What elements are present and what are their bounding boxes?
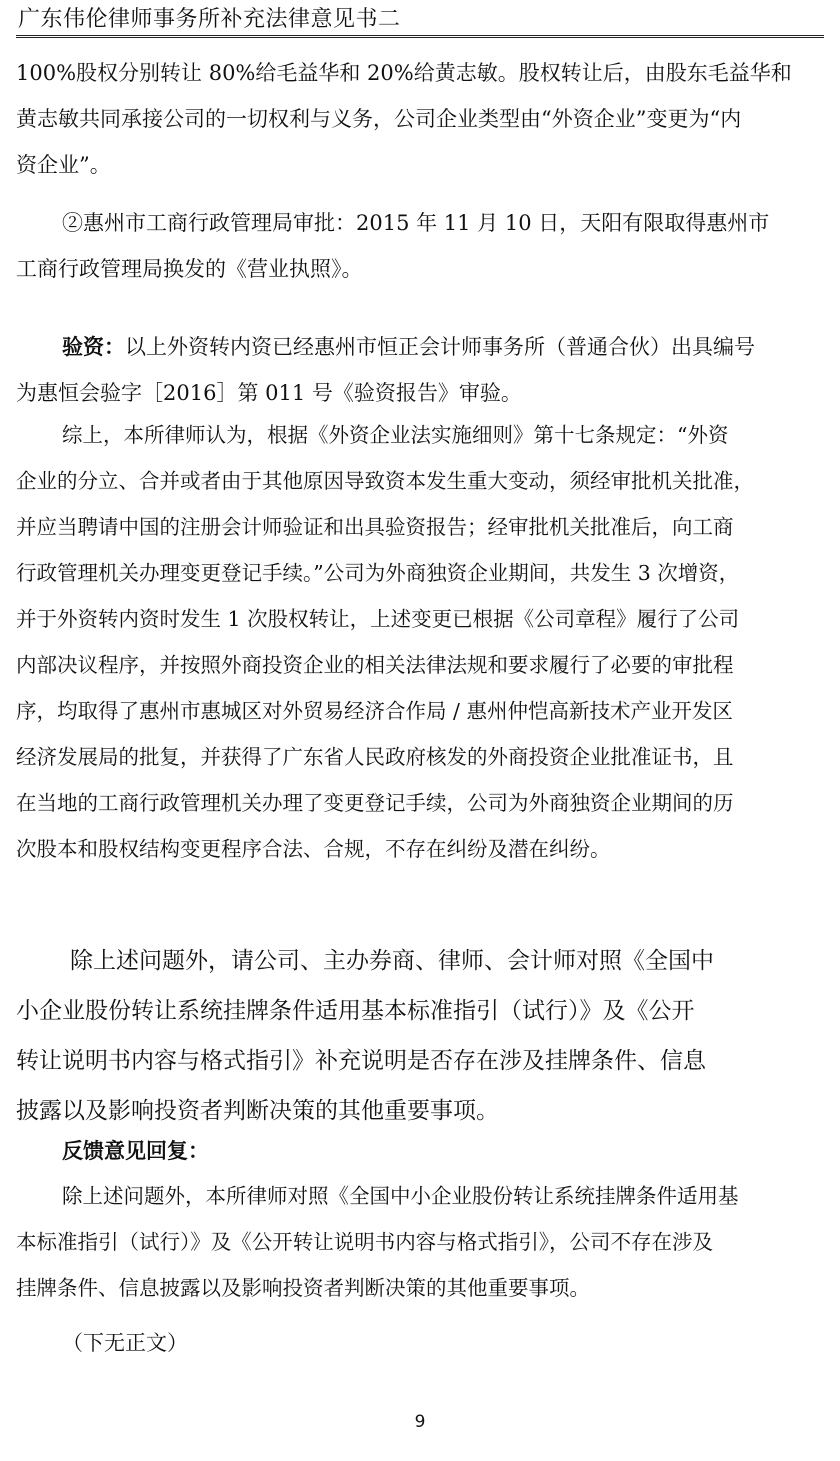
text-line: 披露以及影响投资者判断决策的其他重要事项。 [16, 1098, 499, 1124]
text-line: 黄志敏共同承接公司的一切权利与义务，公司企业类型由“外资企业”变更为“内 [16, 107, 742, 131]
text-line: 100%股权分别转让 80%给毛益华和 20%给黄志敏。股权转让后，由股东毛益华和 [16, 61, 792, 85]
text-line: 工商行政管理局换发的《营业执照》。 [16, 257, 363, 281]
text-line: 综上，本所律师认为，根据《外资企业法实施细则》第十七条规定：“外资 [62, 423, 729, 447]
text-line: 序，均取得了惠州市惠城区对外贸易经济合作局 / 惠州仲恺高新技术产业开发区 [16, 699, 733, 723]
text-line: 并于外资转内资时发生 1 次股权转让，上述变更已根据《公司章程》履行了公司 [16, 607, 740, 631]
text-line: 内部决议程序，并按照外商投资企业的相关法律法规和要求履行了必要的审批程 [16, 653, 734, 677]
text-line: 除上述问题外，本所律师对照《全国中小企业股份转让系统挂牌条件适用基 [62, 1184, 739, 1208]
text-line: 本标准指引（试行）》及《公开转让说明书内容与格式指引》，公司不存在涉及 [16, 1230, 713, 1254]
page-header [16, 4, 824, 38]
ending-text: （下无正文） [62, 1331, 188, 1355]
text-line: 挂牌条件、信息披露以及影响投资者判断决策的其他重要事项。 [16, 1276, 590, 1300]
text-line: 小企业股份转让系统挂牌条件适用基本标准指引（试行）》及《公开 [16, 998, 695, 1024]
page-number: 9 [414, 1412, 426, 1432]
text-line: 次股本和股权结构变更程序合法、合规，不存在纠纷及潜在纠纷。 [16, 837, 611, 861]
text-line: 转让说明书内容与格式指引》补充说明是否存在涉及挂牌条件、信息 [16, 1048, 706, 1074]
text-line: 除上述问题外，请公司、主办券商、律师、会计师对照《全国中 [70, 948, 714, 974]
text-line: 资企业”。 [16, 153, 111, 177]
text-line: 为惠恒会验字［2016］第 011 号《验资报告》审验。 [16, 381, 522, 405]
text-line: 行政管理机关办理变更登记手续。”公司为外商独资企业期间，共发生 3 次增资， [16, 561, 740, 585]
text-line: ②惠州市工商行政管理局审批：2015 年 11 月 10 日，天阳有限取得惠州市 [62, 211, 770, 235]
text-line [62, 329, 755, 366]
reply-heading-text: 反馈意见回复： [62, 1139, 209, 1163]
text-line: 在当地的工商行政管理机关办理了变更登记手续，公司为外商独资企业期间的历 [16, 791, 734, 815]
text-line: 经济发展局的批复，并获得了广东省人民政府核发的外商投资企业批准证书，且 [16, 745, 734, 769]
verification-label: 验资： [62, 335, 125, 359]
verification-text: 以上外资转内资已经惠州市恒正会计师事务所（普通合伙）出具编号 [125, 335, 755, 359]
document-title: 广东伟伦律师事务所补充法律意见书二 [18, 7, 401, 32]
text-line: 并应当聘请中国的注册会计师验证和出具验资报告；经审批机关批准后，向工商 [16, 515, 734, 539]
text-line: 企业的分立、合并或者由于其他原因导致资本发生重大变动，须经审批机关批准， [16, 469, 754, 493]
